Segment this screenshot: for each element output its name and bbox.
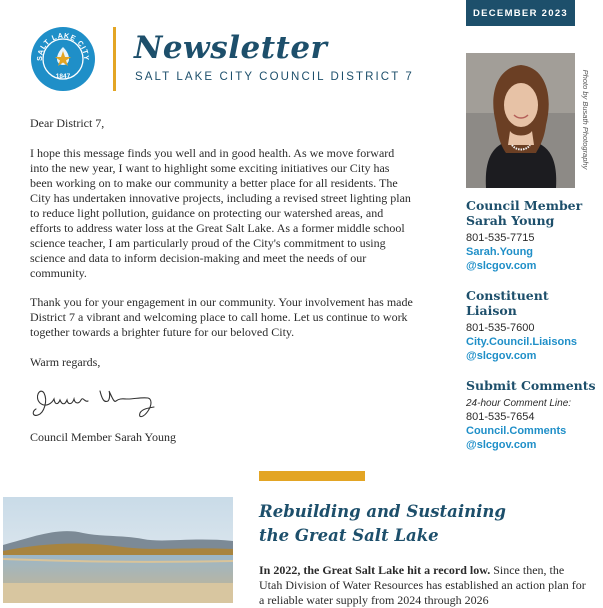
letter-closing: Warm regards, [30,355,101,369]
article-accent-bar [259,471,365,481]
council-member-heading-line2: Sarah Young [466,213,555,228]
council-member-email-line1[interactable]: Sarah.Young [466,246,534,258]
letter-paragraph-1: I hope this message finds you well and in good health. As we move forward into the new year, I want to highlight some exciting initiatives our City has been working on to make our community a better place for all residents. The City has undertaken innovative projects, including a revised street lighting plan to reduce light pollution, guidance on protecting our watershed areas, and efforts to address water loss at the Great Salt Lake. As a former middle school science teacher, I am particularly proud of the City's commitment to using science and data to inform decision-making and meet the needs of our community. [30,146,411,280]
comments-heading: Submit Comments [466,378,596,393]
liaison-heading-line1: Constituent [466,288,549,303]
letter-paragraph-2: Thank you for your engagement in our community. Your involvement has made District 7 a vibrant and welcoming place to call home. Let us continue to work together towards a brighter future for our beloved City. [30,295,413,339]
article-body [259,563,589,608]
signature-name: Council Member Sarah Young [30,430,176,444]
liaison-phone: 801-535-7600 [466,322,535,334]
council-member-photo [466,53,575,188]
article-title-line2: the Great Salt Lake [259,526,439,545]
comments-line-label: 24-hour Comment Line: [466,398,572,409]
comments-email-line1[interactable]: Council.Comments [466,425,567,437]
council-member-email-line2[interactable]: @slcgov.com [466,260,537,272]
article-title [259,500,589,548]
liaison-email-line1[interactable]: City.Council.Liaisons [466,336,578,348]
council-member-phone: 801-535-7715 [466,232,535,244]
date-badge: DECEMBER 2023 [466,0,575,26]
liaison-email-line2[interactable]: @slcgov.com [466,350,537,362]
great-salt-lake-photo [3,497,233,603]
seal-year: 1847 [55,73,71,80]
article-title-line1: Rebuilding and Sustaining [259,502,506,521]
page-subtitle: SALT LAKE CITY COUNCIL DISTRICT 7 [135,71,414,83]
photo-credit: Photo by Busath Photography [581,69,590,170]
header-accent-bar [113,27,116,91]
handwritten-signature [30,381,160,421]
council-member-heading-line1: Council Member [466,198,583,213]
page-title: Newsletter [134,30,328,66]
salt-lake-city-seal-logo [30,26,96,92]
comments-phone: 801-535-7654 [466,411,535,423]
article-lead-bold: In 2022, the Great Salt Lake hit a record low. [259,563,491,577]
comments-email-line2[interactable]: @slcgov.com [466,439,537,451]
liaison-heading-line2: Liaison [466,303,517,318]
letter-greeting: Dear District 7, [30,116,105,130]
seal-top-text: SALT LAKE CITY [34,30,92,62]
article-lead-text: Since then, the Utah Division of Water Resources has established an action plan for a reliable water supply from 2024 through 2026 [259,563,586,607]
